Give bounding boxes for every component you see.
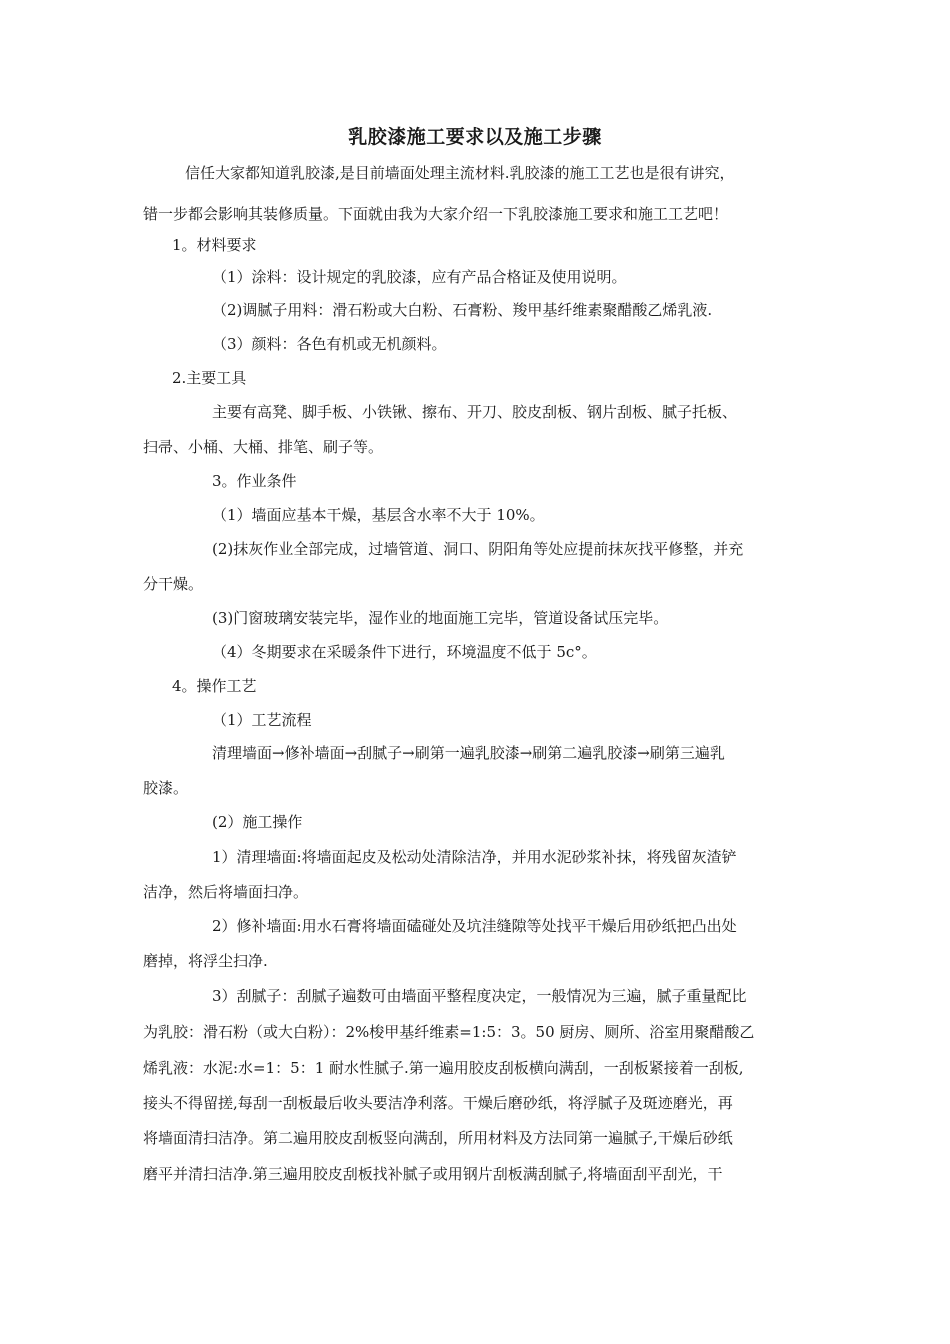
document-title: 乳胶漆施工要求以及施工步骤 (348, 126, 602, 148)
list-item: (3)门窗玻璃安装完毕，湿作业的地面施工完毕，管道设备试压完毕。 (212, 609, 669, 627)
paragraph-line: 错一步都会影响其装修质量。下面就由我为大家介绍一下乳胶漆施工要求和施工工艺吧！ (143, 205, 729, 223)
paragraph-line: 将墙面清扫洁净。第二遍用胶皮刮板竖向满刮，所用材料及方法同第一遍腻子,干燥后砂纸 (143, 1129, 733, 1147)
paragraph-line: 为乳胶：滑石粉（或大白粉）：2%梭甲基纤维素=1:5：3。50 厨房、厕所、浴室用聚醋酸乙 (143, 1023, 755, 1041)
paragraph-line: 磨掉，将浮尘扫净. (143, 952, 268, 970)
paragraph-line: 接头不得留搓,每刮一刮板最后收头要洁净利落。干燥后磨砂纸，将浮腻子及斑迹磨光，再 (143, 1094, 733, 1112)
section-heading: 4。操作工艺 (172, 677, 257, 695)
paragraph-line: 胶漆。 (143, 779, 189, 797)
list-item: （1）涂料：设计规定的乳胶漆，应有产品合格证及使用说明。 (212, 268, 627, 286)
section-heading: 3。作业条件 (212, 472, 297, 490)
list-item: （2)调腻子用料：滑石粉或大白粉、石膏粉、羧甲基纤维素聚醋酸乙烯乳液. (212, 301, 713, 319)
section-heading: 2.主要工具 (172, 369, 247, 387)
paragraph-line: 1）清理墙面:将墙面起皮及松动处清除洁净，并用水泥砂浆补抹，将残留灰渣铲 (212, 848, 737, 866)
subsection-heading: （1）工艺流程 (212, 711, 312, 729)
list-item: 分干燥。 (143, 575, 204, 593)
list-item: (2)抹灰作业全部完成，过墙管道、洞口、阴阳角等处应提前抹灰找平修整，并充 (212, 540, 744, 558)
subsection-heading: (2）施工操作 (212, 813, 303, 831)
paragraph-line: 磨平并清扫洁净.第三遍用胶皮刮板找补腻子或用钢片刮板满刮腻子,将墙面刮平刮光，干 (143, 1165, 723, 1183)
paragraph-line: 烯乳液：水泥:水=1：5：1 耐水性腻子.第一遍用胶皮刮板横向满刮，一刮板紧接着一刮板, (143, 1059, 744, 1077)
paragraph-line: 洁净，然后将墙面扫净。 (143, 883, 309, 901)
paragraph-line: 清理墙面→修补墙面→刮腻子→刷第一遍乳胶漆→刷第二遍乳胶漆→刷第三遍乳 (212, 744, 725, 762)
list-item: （1）墙面应基本干燥，基层含水率不大于 10%。 (212, 506, 545, 524)
list-item: （4）冬期要求在采暖条件下进行，环境温度不低于 5c°。 (212, 643, 597, 661)
paragraph-line: 扫帚、小桶、大桶、排笔、刷子等。 (143, 438, 384, 456)
list-item: （3）颜料：各色有机或无机颜料。 (212, 335, 447, 353)
paragraph-line: 2）修补墙面:用水石膏将墙面磕碰处及坑洼缝隙等处找平干燥后用砂纸把凸出处 (212, 917, 737, 935)
paragraph-line: 主要有高凳、脚手板、小铁锹、擦布、开刀、胶皮刮板、钢片刮板、腻子托板、 (212, 403, 738, 421)
paragraph-line: 3）刮腻子：刮腻子遍数可由墙面平整程度决定，一般情况为三遍，腻子重量配比 (212, 987, 747, 1005)
section-heading: 1。材料要求 (172, 236, 257, 254)
paragraph-line: 信任大家都知道乳胶漆,是目前墙面处理主流材料.乳胶漆的施工工艺也是很有讲究， (185, 164, 735, 182)
